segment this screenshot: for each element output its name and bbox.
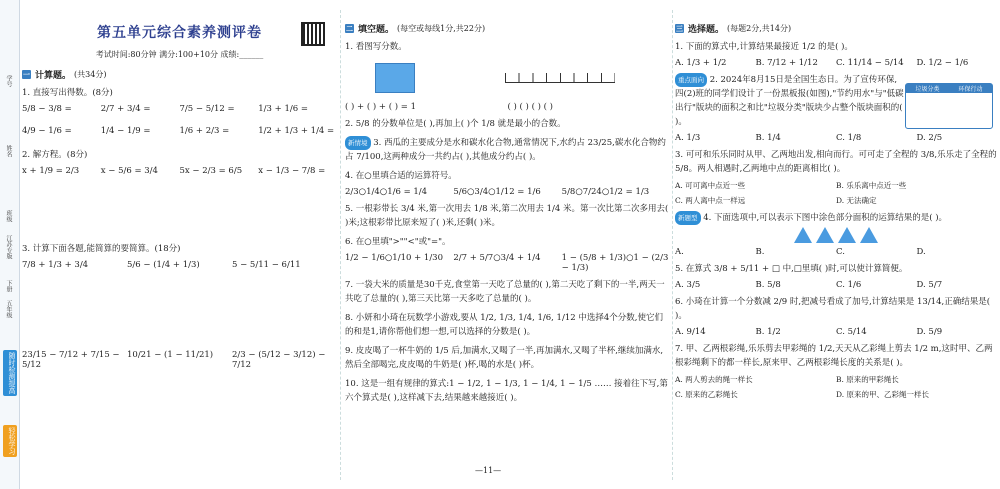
new-context-tag: 新情境 bbox=[345, 136, 371, 150]
spine-label-edition: 江苏专版 bbox=[5, 235, 12, 259]
question-6: 6. 小琦在计算一个分数减 2/9 时,把减号看成了加号,计算结果是 13/14,正确结果是( )。 bbox=[675, 297, 991, 321]
question-1-answers: ( ) + ( ) + ( ) = 1 ( ) ( ) ( ) ( ) bbox=[345, 102, 553, 112]
question-3-row-1: 7/8 + 1/3 + 3/4 5/6 − (1/4 + 1/3) 5 − 5/11 − 6/11 bbox=[22, 260, 301, 270]
blackboard-figure bbox=[905, 83, 993, 129]
question-2-row: x + 1/9 = 2/3 x − 5/6 = 3/4 5x − 2/3 = 6/5 x − 1/3 − 7/8 = bbox=[22, 166, 326, 176]
spine-label-class: 班级 bbox=[5, 210, 12, 222]
board-label-sorting: 垃圾分类 bbox=[915, 86, 940, 93]
exam-info: 考试时间:80分钟 满分:100+10分 成绩:______ bbox=[95, 50, 264, 59]
section-number-icon: 二 bbox=[346, 24, 353, 33]
question-1: 1. 看图写分数。 bbox=[345, 42, 407, 52]
page-divider bbox=[340, 10, 341, 480]
number-line-figure bbox=[505, 73, 615, 83]
question-9: 9. 皮皮喝了一杯牛奶的 1/5 后,加满水,又喝了一半,再加满水,又喝了半杯,继续加满水,然后全部喝完,皮皮喝的牛奶是( )杯,喝的水是( )杯。 bbox=[345, 346, 664, 370]
question-8: 8. 小妍和小琦在玩数学小游戏,要从 1/2, 1/3, 1/4, 1/6, 1/12 中选择4个分数,使它们的和是1,请你帮他们想一想,可以选择的分数是( )。 bbox=[345, 313, 663, 337]
spine-label-volume: 下册 bbox=[5, 280, 12, 292]
question-6-options: A. 9/14 B. 1/2 C. 5/14 D. 5/9 bbox=[675, 327, 943, 337]
question-5: 5. 一根彩带长 3/4 米,第一次用去 1/8 米,第二次用去 1/4 米。第一次比第二次多用去( )米;这根彩带比原来短了( )米,还剩( )米。 bbox=[345, 204, 669, 228]
spine-label-student-id: 学号 bbox=[5, 75, 12, 87]
question-1: 1. 下面的算式中,计算结果最接近 1/2 的是( )。 bbox=[675, 42, 853, 52]
page-divider bbox=[672, 10, 673, 480]
question-4-items: 2/3○1/4○1/6 = 1/4 5/6○3/4○1/12 = 1/6 5/8○7/24○1/2 = 1/3 bbox=[345, 187, 650, 197]
question-4: 4. 在○里填合适的运算符号。 bbox=[345, 171, 457, 181]
board-label-action: 环保行动 bbox=[958, 86, 983, 93]
question-10: 10. 这是一组有规律的算式:1 − 1/2, 1 − 1/3, 1 − 1/4, 1 − 1/5 …… 接着往下写,第六个算式是( ),这样减下去,结果越来越接近( )。 bbox=[345, 379, 668, 403]
question-4-options: A. B. C. D. bbox=[675, 247, 926, 257]
question-5-options: A. 3/5 B. 5/8 C. 1/6 D. 5/7 bbox=[675, 280, 943, 290]
page-middle bbox=[345, 0, 670, 489]
question-2: 重点面向 2. 2024年8月15日是全国生态日。为了宣传环保,四(2)班的同学们设计了一份黑板报(如图),"节约用水"与"低碳出行"版块的面积之和比"垃圾分类"版块少占整个版块面积的( )。 bbox=[675, 75, 904, 127]
question-1-row-2: 4/9 − 1/6 = 1/4 − 1/9 = 1/6 + 2/3 = 1/2 + 1/3 + 1/4 = bbox=[22, 126, 335, 136]
section-calculation: 一 计算题。 (共34分) bbox=[23, 70, 107, 81]
section-number-icon: 一 bbox=[23, 70, 30, 79]
question-3-options-2: C. 两人离中点一样远 D. 无法确定 bbox=[675, 196, 877, 205]
spine-brand: 轻松学习 bbox=[3, 425, 17, 457]
binding-spine bbox=[0, 0, 20, 489]
question-2: 2. 5/8 的分数单位是( ),再加上( )个 1/8 就是最小的合数。 bbox=[345, 119, 566, 129]
question-3-options: A. 可可离中点近一些 B. 乐乐离中点近一些 bbox=[675, 181, 907, 190]
new-type-tag: 新题型 bbox=[675, 211, 701, 225]
question-4-figure bbox=[675, 227, 997, 243]
question-2-options: A. 1/3 B. 1/4 C. 1/8 D. 2/5 bbox=[675, 133, 943, 143]
spine-banner: 随时检测提高 bbox=[3, 350, 17, 396]
question-7-options-2: C. 原来的乙彩绳长 D. 原来的甲、乙彩绳一样长 bbox=[675, 390, 930, 399]
page-number: —11— bbox=[475, 466, 502, 475]
question-1: 1. 直接写出得数。(8分) bbox=[22, 88, 113, 98]
question-1-options: A. 1/3 + 1/2 B. 7/12 + 1/12 C. 11/14 − 5/14 D. 1/2 − 1/6 bbox=[675, 58, 969, 68]
question-1-row-1: 5/8 − 3/8 = 2/7 + 3/4 = 7/5 − 5/12 = 1/3 + 1/6 = bbox=[22, 104, 308, 114]
question-2: 2. 解方程。(8分) bbox=[22, 150, 88, 160]
question-4: 新题型 4. 下面选项中,可以表示下图中涂色部分面积的运算结果的是( )。 bbox=[675, 211, 997, 225]
question-3: 新情境 3. 西瓜的主要成分是水和碳水化合物,通常情况下,水约占 23/25,碳水化合物约占 7/100,这两种成分一共约占( ),其他成分约占( )。 bbox=[345, 138, 666, 162]
key-point-tag: 重点面向 bbox=[675, 73, 707, 87]
section-choice: 三 选择题。 (每题2分,共14分) bbox=[676, 24, 792, 35]
question-7-options: A. 两人剪去的绳一样长 B. 原来的甲彩绳长 bbox=[675, 375, 899, 384]
question-1-figures bbox=[345, 58, 670, 98]
fraction-grid-figure bbox=[375, 63, 415, 93]
spine-label-grade: 五年级 bbox=[5, 300, 12, 318]
question-3-row-2: 23/15 − 7/12 + 7/15 − 5/12 10/21 − (1 − 11/21) 2/3 − (5/12 − 3/12) − 7/12 bbox=[22, 350, 326, 370]
question-5: 5. 在算式 3/8 + 5/11 + □ 中,□里填( )时,可以使计算简便。 bbox=[675, 264, 908, 274]
question-3: 3. 计算下面各题,能简算的要简算。(18分) bbox=[22, 244, 181, 254]
question-3: 3. 可可和乐乐同时从甲、乙两地出发,相向而行。可可走了全程的 3/8,乐乐走了全程的 5/8。两人相遇时,乙两地中点的距离相比( )。 bbox=[675, 150, 997, 174]
page-title: 第五单元综合素养测评卷 bbox=[97, 25, 262, 41]
section-number-icon: 三 bbox=[676, 24, 683, 33]
question-6-items: 1/2 − 1/6○1/10 + 1/30 2/7 + 5/7○3/4 + 1/4 1 − (5/8 + 1/3)○1 − (2/3 − 1/3) bbox=[345, 253, 669, 273]
page-right bbox=[675, 0, 997, 489]
page-left bbox=[22, 0, 337, 489]
question-7: 7. 一袋大米的质量是30千克,食堂第一天吃了总量的( ),第二天吃了剩下的一半,两天一共吃了总量的( ),第三天比第一天多吃了总量的( )。 bbox=[345, 280, 665, 304]
question-6: 6. 在○里填">""<"或"="。 bbox=[345, 237, 451, 247]
question-7: 7. 甲、乙两根彩绳,乐乐剪去甲彩绳的 1/2,天天从乙彩绳上剪去 1/2 m,这时甲、乙两根彩绳剩下的都一样长,原来甲、乙两根彩绳长度的关系是( )。 bbox=[675, 344, 993, 368]
section-fill-blank: 二 填空题。 (每空或每线1分,共22分) bbox=[346, 24, 486, 35]
qr-code-icon bbox=[301, 22, 325, 46]
spine-label-name: 姓名 bbox=[5, 145, 12, 157]
